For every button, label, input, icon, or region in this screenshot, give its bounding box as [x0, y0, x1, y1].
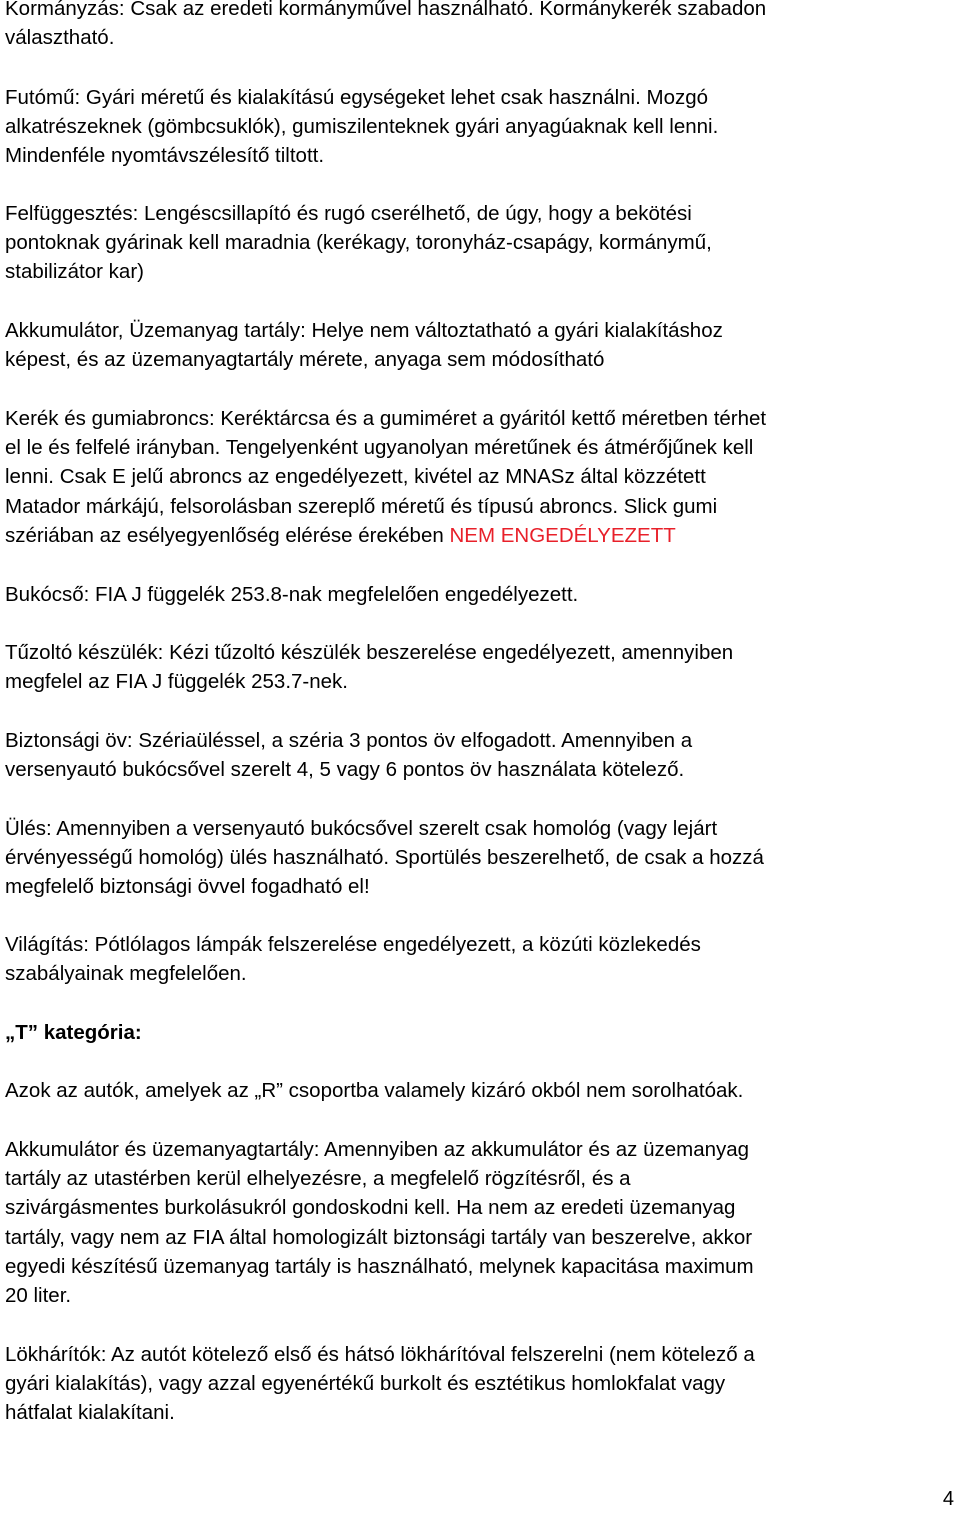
text-line: Világítás: Pótlólagos lámpák felszerelése engedélyezett, a közúti közlekedés [5, 933, 701, 956]
paragraph-tuzolto [5, 638, 953, 696]
text-line: Lökhárítók: Az autót kötelező első és hátsó lökhárítóval felszerelni (nem kötelező a [5, 1343, 755, 1366]
text-line: egyedi készítésű üzemanyag tartály is használható, melynek kapacitása maximum [5, 1254, 754, 1278]
text-line: alkatrészeknek (gömbcsuklók), gumiszilenteknek gyári anyagúaknak kell lenni. [5, 115, 719, 139]
paragraph-kormanyzas [5, 0, 953, 52]
page-number: 4 [942, 1488, 954, 1510]
text-line: Biztonsági öv: Szériaüléssel, a széria 3 pontos öv elfogadott. Amennyiben a [5, 729, 693, 752]
text-line: megfelelő biztonsági övvel fogadható el! [5, 875, 370, 899]
text-line: tartály, vagy nem az FIA által homologizált biztonsági tartály van beszerelve, akkor [5, 1225, 753, 1249]
text-line: Futómű: Gyári méretű és kialakítású egységeket lehet csak használni. Mozgó [5, 86, 709, 109]
paragraph-akkumulator [5, 316, 953, 374]
paragraph-kerek [5, 404, 953, 550]
text-line: érvényességű homológ) ülés használható. Sportülés beszerelhető, de csak a hozzá [5, 846, 764, 870]
text-segment: szériában az esélyegyenlőség elérése érekében [5, 523, 444, 547]
paragraph-azok [5, 1076, 953, 1105]
text-line: „T” kategória: [5, 1021, 142, 1044]
text-line: megfelel az FIA J függelék 253.7-nek. [5, 670, 349, 694]
text-line: gyári kialakítás), vagy azzal egyenértékű burkolt és esztétikus homlokfalat vagy [5, 1372, 726, 1396]
text-line: el le és felfelé irányban. Tengelyenként ugyanolyan méretűnek és átmérőjűnek kell [5, 436, 754, 460]
text-line: szivárgásmentes burkolásukról gondoskodni kell. Ha nem az eredeti üzemanyag [5, 1196, 736, 1220]
text-line: pontoknak gyárinak kell maradnia (kerékagy, toronyház-csapágy, kormánymű, [5, 231, 712, 255]
paragraph-lokharitok [5, 1340, 953, 1428]
text-line: Matador márkájú, felsorolásban szereplő méretű és típusú abroncs. Slick gumi [5, 494, 718, 518]
text-line: Bukócső: FIA J függelék 253.8-nak megfelelően engedélyezett. [5, 583, 579, 606]
text-line: versenyautó bukócsővel szerelt 4, 5 vagy 6 pontos öv használata kötelező. [5, 758, 685, 782]
paragraph-ules [5, 814, 953, 902]
text-line: Akkumulátor, Üzemanyag tartály: Helye nem változtatható a gyári kialakításhoz [5, 319, 723, 342]
text-line: Mindenféle nyomtávszélesítő tiltott. [5, 144, 325, 168]
paragraph-felfuggesztes [5, 199, 953, 287]
text-line: Kormányzás: Csak az eredeti kormányművel használható. Kormánykerék szabadon [5, 0, 767, 20]
text-line: választható. [5, 26, 115, 50]
text-line: képest, és az üzemanyagtartály mérete, anyaga sem módosítható [5, 348, 605, 372]
text-line: stabilizátor kar) [5, 260, 144, 284]
text-line: Felfüggesztés: Lengéscsillapító és rugó cserélhető, de úgy, hogy a bekötési [5, 202, 692, 225]
paragraph-akkumulator-t [5, 1135, 953, 1310]
text-line: Akkumulátor és üzemanyagtartály: Amennyiben az akkumulátor és az üzemanyag [5, 1138, 750, 1161]
text-line [5, 521, 953, 550]
text-line: tartály az utastérben kerül elhelyezésre, a megfelelő rögzítésről, és a [5, 1167, 631, 1191]
not-allowed-highlight: NEM ENGEDÉLYEZETT [449, 523, 676, 547]
text-line: 20 liter. [5, 1284, 72, 1308]
text-line: szabályainak megfelelően. [5, 962, 247, 986]
paragraph-bukocso [5, 580, 953, 609]
text-line: Tűzoltó készülék: Kézi tűzoltó készülék beszerelése engedélyezett, amennyiben [5, 641, 734, 664]
text-line: hátfalat kialakítani. [5, 1401, 175, 1425]
paragraph-vilagitas [5, 930, 953, 988]
section-heading-t-kategoria [5, 1018, 953, 1047]
paragraph-futomu [5, 83, 953, 171]
text-line: Ülés: Amennyiben a versenyautó bukócsővel szerelt csak homológ (vagy lejárt [5, 817, 718, 840]
text-line: lenni. Csak E jelű abroncs az engedélyezett, kivétel az MNASz által közzétett [5, 465, 706, 489]
text-line: Kerék és gumiabroncs: Keréktárcsa és a gumiméret a gyáritól kettő méretben térhet [5, 407, 767, 430]
text-line: Azok az autók, amelyek az „R” csoportba valamely kizáró okból nem sorolhatóak. [5, 1079, 744, 1102]
paragraph-biztonsagi [5, 726, 953, 784]
